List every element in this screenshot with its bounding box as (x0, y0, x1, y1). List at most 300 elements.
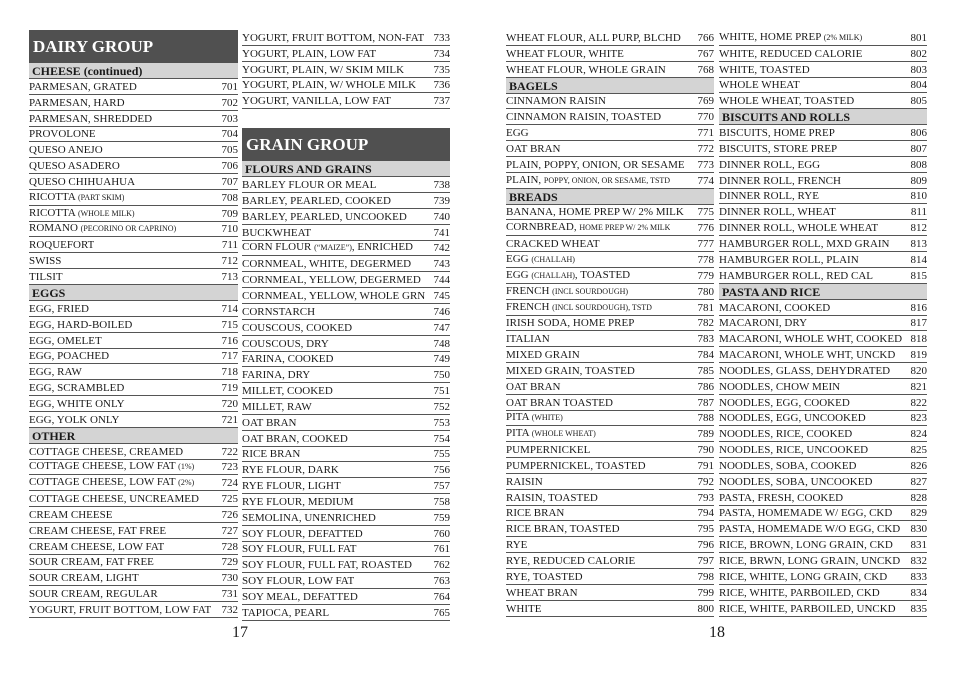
food-name (719, 507, 892, 519)
food-name (506, 143, 561, 155)
food-code: 791 (697, 459, 714, 472)
food-name-qualifier: (“MAIZE”) (314, 243, 352, 253)
food-code: 711 (221, 239, 238, 252)
food-item-row (242, 46, 450, 62)
food-name-main: SOY FLOUR, DEFATTED (242, 527, 363, 540)
food-item-row (506, 205, 714, 221)
food-name-main: RYE FLOUR, DARK (242, 464, 339, 477)
food-name-main: CREAM CHEESE (29, 508, 113, 521)
food-item-row (506, 363, 714, 379)
food-name-main: WHOLE WHEAT, TOASTED (719, 95, 855, 108)
food-code: 786 (697, 380, 714, 393)
food-name-main: SOY FLOUR, FULL FAT, ROASTED (242, 559, 412, 572)
food-name-main: YOGURT, PLAIN, W/ SKIM MILK (242, 63, 405, 76)
food-code: 751 (433, 385, 450, 398)
food-name-qualifier: (WHITE) (531, 413, 563, 423)
food-name (29, 509, 112, 521)
food-code: 761 (433, 543, 450, 556)
food-item-row (506, 506, 714, 522)
food-code: 741 (433, 226, 450, 239)
section-suffix: (continued) (80, 64, 143, 78)
food-code: 798 (697, 570, 714, 583)
food-name (506, 523, 620, 535)
food-name (506, 301, 652, 314)
food-name-main: RICE BRAN (242, 448, 301, 461)
food-code: 783 (697, 333, 714, 346)
food-name (719, 460, 857, 472)
food-item-row (506, 30, 714, 46)
food-name-main: SOY FLOUR, LOW FAT (242, 575, 355, 588)
food-name-main: ITALIAN (506, 333, 550, 346)
food-name (506, 507, 564, 519)
food-code: 824 (910, 428, 927, 441)
food-name-main: CINNAMON RAISIN, TOASTED (506, 111, 662, 124)
food-name-main: RICOTTA (29, 190, 76, 203)
food-item-row (506, 300, 714, 316)
food-item-row (506, 379, 714, 395)
food-name-main: RICE BRAN (506, 507, 565, 520)
food-item-row (719, 521, 927, 537)
food-item-row (506, 109, 714, 125)
food-name-main: RICE, WHITE, PARBOILED, UNCKD (719, 602, 896, 615)
food-code: 797 (697, 555, 714, 567)
food-item-row (242, 304, 450, 320)
food-name-main: CRACKED WHEAT (506, 238, 600, 251)
food-code: 828 (910, 491, 927, 504)
food-code: 772 (697, 142, 714, 155)
food-name (506, 555, 635, 567)
food-name (719, 571, 887, 583)
food-name-qualifier: (CHALLAH) (531, 254, 575, 264)
food-name (506, 476, 543, 488)
food-name (719, 270, 873, 282)
food-name (719, 222, 878, 234)
food-name-main: RICE, WHITE, PARBOILED, CKD (719, 586, 880, 599)
food-name-main: FRENCH (506, 300, 550, 313)
food-name-main: YOGURT, PLAIN, W/ WHOLE MILK (242, 79, 417, 92)
food-name (506, 333, 550, 345)
food-name-main: YOGURT, FRUIT BOTTOM, NON-FAT (242, 31, 425, 44)
food-name (506, 159, 685, 171)
food-name-main: RYE, TOASTED (506, 570, 583, 583)
food-code: 799 (697, 586, 714, 599)
food-name (29, 97, 125, 109)
section-heading (242, 161, 450, 177)
food-item-row (29, 475, 238, 491)
food-name-main: EGG, OMELET (29, 334, 102, 347)
food-item-row (29, 79, 238, 95)
food-code: 760 (433, 527, 450, 540)
food-code: 814 (910, 253, 927, 266)
food-item-row (506, 331, 714, 347)
food-item-row (242, 510, 450, 526)
food-name-main: WHEAT BRAN (506, 586, 578, 599)
food-item-row (719, 157, 927, 173)
food-item-row (719, 300, 927, 316)
food-name (719, 365, 890, 377)
food-item-row (506, 94, 714, 110)
food-name (719, 317, 807, 329)
food-name-main: COUSCOUS, DRY (242, 337, 329, 350)
food-name-main: WHEAT FLOUR, ALL PURP, BLCHD (506, 31, 681, 44)
food-code: 822 (910, 396, 927, 409)
food-name (242, 528, 363, 540)
food-name (29, 446, 183, 458)
food-code: 752 (433, 400, 450, 413)
food-name (719, 555, 900, 567)
food-name-main: MILLET, RAW (242, 400, 312, 413)
food-name-main: FRENCH (506, 284, 550, 297)
food-code: 730 (221, 572, 238, 585)
food-name-main: ROQUEFORT (29, 239, 95, 252)
food-code: 729 (221, 556, 238, 569)
food-item-row (719, 125, 927, 141)
food-item-row (242, 30, 450, 46)
food-name (242, 179, 376, 191)
food-item-row (506, 426, 714, 442)
food-item-row (29, 206, 238, 222)
food-name (29, 604, 211, 616)
food-name-main: EGG, POACHED (29, 350, 110, 363)
food-name (242, 575, 354, 587)
food-item-row (29, 491, 238, 507)
food-name-main: TAPIOCA, PEARL (242, 606, 330, 619)
food-item-row (29, 222, 238, 238)
food-item-row (29, 380, 238, 396)
food-item-row (506, 125, 714, 141)
section-title: EGGS (32, 285, 66, 300)
food-name (506, 32, 681, 44)
food-name-main: MACARONI, WHOLE WHT, COOKED (719, 333, 903, 346)
food-name (29, 556, 154, 568)
food-item-row (29, 333, 238, 349)
section-title: PASTA AND RICE (722, 284, 821, 299)
food-name (719, 523, 900, 535)
food-name (29, 335, 102, 347)
food-name (29, 222, 176, 235)
food-name-main: DINNER ROLL, WHOLE WHEAT (719, 222, 879, 235)
food-item-row (506, 521, 714, 537)
food-name-main: MILLET, COOKED (242, 385, 333, 398)
food-name (506, 95, 606, 107)
food-item-row (29, 269, 238, 285)
food-code: 742 (433, 242, 450, 255)
food-item-row (719, 553, 927, 569)
food-item-row (242, 320, 450, 336)
food-code: 820 (910, 364, 927, 377)
section-title: BREADS (509, 189, 558, 204)
food-item-row (29, 460, 238, 476)
food-code: 708 (221, 191, 238, 204)
page-number-left: 17 (232, 624, 248, 641)
food-item-row (719, 601, 927, 617)
food-name-main: MIXED GRAIN, TOASTED (506, 364, 635, 377)
food-name-qualifier: (2% MILK) (823, 32, 863, 42)
section-title: CHEESE (32, 64, 81, 78)
food-item-row (242, 367, 450, 383)
food-name (29, 255, 61, 267)
food-code: 710 (221, 223, 238, 236)
food-code: 835 (910, 602, 927, 615)
food-code: 811 (910, 206, 927, 219)
food-item-row (242, 462, 450, 478)
food-name-main: RYE, REDUCED CALORIE (506, 555, 636, 567)
food-name (506, 427, 596, 440)
food-name-main: NOODLES, RICE, UNCOOKED (719, 444, 869, 457)
food-item-row (29, 317, 238, 333)
food-code: 727 (221, 524, 238, 537)
food-code: 767 (697, 47, 714, 60)
food-name (242, 512, 376, 524)
food-item-row (719, 62, 927, 78)
food-name-main: CREAM CHEESE, FAT FREE (29, 524, 167, 537)
food-name-main: FARINA, COOKED (242, 353, 334, 366)
food-name (719, 31, 862, 44)
food-item-row (719, 379, 927, 395)
food-name (242, 480, 341, 492)
food-item-row (242, 526, 450, 542)
food-name-main: QUESO ANEJO (29, 144, 103, 157)
food-code: 738 (433, 179, 450, 192)
food-name (242, 274, 421, 286)
food-item-row (506, 173, 714, 189)
food-name (506, 285, 628, 298)
food-item-row (29, 539, 238, 555)
food-item-row (29, 396, 238, 412)
food-name (29, 414, 119, 426)
food-name (719, 159, 820, 171)
food-code: 794 (697, 507, 714, 520)
food-name (29, 398, 125, 410)
food-name-main: RICE, WHITE, LONG GRAIN, CKD (719, 570, 888, 583)
food-name (719, 476, 872, 488)
food-name (242, 48, 376, 60)
food-code: 725 (221, 493, 238, 506)
food-item-row (242, 605, 450, 621)
food-name-main: BUCKWHEAT (242, 226, 312, 239)
food-code: 787 (697, 396, 714, 409)
food-code: 779 (697, 269, 714, 282)
food-name-main: BISCUITS, HOME PREP (719, 127, 835, 140)
food-name (506, 64, 666, 76)
food-item-row (506, 157, 714, 173)
food-name-main: EGG, RAW (29, 366, 82, 379)
food-name-main: CORNMEAL, WHITE, DEGERMED (242, 258, 412, 271)
food-name (242, 385, 333, 397)
section-heading (29, 63, 238, 79)
food-name (506, 317, 634, 329)
food-name (719, 190, 819, 202)
food-name-main: CORNSTARCH (242, 305, 316, 318)
food-name (719, 381, 840, 393)
food-name (719, 127, 835, 139)
food-name (242, 306, 315, 318)
page-number-right: 18 (709, 624, 725, 641)
food-item-row (506, 458, 714, 474)
food-name-main: COTTAGE CHEESE, CREAMED (29, 445, 184, 458)
food-name-main: CINNAMON RAISIN (506, 95, 606, 108)
food-item-row (29, 602, 238, 618)
section-heading (29, 285, 238, 301)
food-item-row (719, 78, 927, 94)
food-name-main: PLAIN, POPPY, ONION, OR SESAME (506, 158, 685, 171)
food-name-main: QUESO ASADERO (29, 160, 120, 173)
food-item-row (29, 444, 238, 460)
food-name (242, 591, 358, 603)
food-item-row (719, 220, 927, 236)
food-code: 771 (697, 127, 714, 140)
food-code: 789 (697, 428, 714, 441)
food-item-row (242, 478, 450, 494)
food-item-row (506, 585, 714, 601)
food-name (506, 539, 527, 551)
food-name-main: NOODLES, RICE, COOKED (719, 428, 853, 441)
food-item-row (506, 490, 714, 506)
food-name (506, 269, 630, 282)
food-name (242, 448, 300, 460)
food-code: 807 (910, 142, 927, 155)
food-item-row (719, 458, 927, 474)
food-code: 825 (910, 444, 927, 457)
food-item-row (506, 236, 714, 252)
food-item-row (242, 573, 450, 589)
section-heading (719, 284, 927, 300)
food-code: 747 (433, 321, 450, 334)
food-name-main: WHOLE WHEAT (719, 79, 800, 92)
food-item-row (242, 177, 450, 193)
food-name (506, 492, 598, 504)
food-code: 812 (910, 222, 927, 235)
food-name-qualifier: (INCL SOURDOUGH), TSTD (552, 302, 652, 312)
food-name (242, 607, 329, 619)
food-name (506, 587, 578, 599)
section-heading (719, 109, 927, 125)
food-code: 732 (221, 604, 238, 616)
food-item-row (719, 46, 927, 62)
food-name-qualifier: (1%) (178, 462, 195, 472)
food-name (719, 254, 859, 266)
food-name-main: PASTA, HOMEMADE W/ EGG, CKD (719, 507, 893, 520)
food-code: 792 (697, 475, 714, 488)
food-name (242, 464, 339, 476)
food-name-qualifier: (CHALLAH) (531, 270, 575, 280)
food-code: 759 (433, 511, 450, 524)
food-name (719, 492, 843, 504)
food-name (242, 543, 357, 555)
food-code: 831 (910, 539, 927, 552)
section-title: BISCUITS AND ROLLS (722, 110, 851, 125)
food-code: 718 (221, 366, 238, 379)
food-code: 737 (433, 95, 450, 108)
food-item-row (29, 555, 238, 571)
food-code: 816 (910, 301, 927, 314)
food-name-qualifier: (PECORINO OR CAPRINO) (80, 224, 177, 234)
food-name (29, 81, 137, 93)
food-name (242, 353, 333, 365)
food-name-main: BANANA, HOME PREP W/ 2% MILK (506, 206, 684, 219)
food-name-main: QUESO CHIHUAHUA (29, 175, 136, 188)
food-item-row (719, 585, 927, 601)
food-code: 736 (433, 79, 450, 92)
food-name-main: OAT BRAN TOASTED (506, 396, 613, 409)
food-name (242, 95, 391, 107)
food-name (29, 541, 164, 553)
food-name-main: EGG, FRIED (29, 302, 89, 315)
food-code: 744 (433, 274, 450, 287)
section-heading (506, 189, 714, 205)
food-code: 719 (221, 382, 238, 395)
food-item-row (719, 442, 927, 458)
food-code: 818 (910, 333, 927, 346)
food-name (242, 227, 311, 239)
food-code: 716 (221, 334, 238, 347)
food-name (506, 397, 613, 409)
food-name-main: OAT BRAN (242, 416, 297, 429)
food-name-qualifier: (2%) (178, 478, 195, 488)
food-name-main: RYE (506, 539, 528, 552)
food-name (242, 195, 391, 207)
food-name (506, 111, 661, 123)
food-code: 774 (697, 174, 714, 187)
food-item-row (29, 190, 238, 206)
food-name (29, 460, 194, 473)
column-4 (719, 30, 927, 617)
food-item-row (719, 236, 927, 252)
food-name-main: SWISS (29, 255, 62, 268)
food-code: 788 (697, 412, 714, 425)
food-name (242, 211, 407, 223)
food-name (719, 175, 841, 187)
food-code: 706 (221, 160, 238, 173)
food-name-main: EGG (506, 252, 529, 265)
food-name-main: BISCUITS, STORE PREP (719, 142, 838, 155)
food-name (29, 350, 109, 362)
food-item-row (506, 62, 714, 78)
food-name (719, 206, 836, 218)
food-item-row (29, 507, 238, 523)
food-item-row (242, 225, 450, 241)
food-code: 832 (910, 555, 927, 567)
food-code: 756 (433, 464, 450, 477)
food-code: 743 (433, 258, 450, 271)
food-name (29, 271, 63, 283)
column-2 (242, 30, 450, 621)
food-name-main: CORN FLOUR (242, 241, 312, 254)
food-code: 833 (910, 570, 927, 583)
food-item-row (719, 141, 927, 157)
food-code: 776 (697, 222, 714, 235)
food-name (719, 48, 862, 60)
food-item-row (29, 301, 238, 317)
food-name (719, 603, 896, 615)
food-name (29, 160, 120, 172)
food-name (506, 206, 684, 218)
food-item-row (506, 411, 714, 427)
food-code: 709 (221, 207, 238, 220)
food-item-row (242, 431, 450, 447)
food-code: 802 (910, 47, 927, 60)
food-code: 765 (433, 606, 450, 619)
food-name-main: WHITE, HOME PREP (719, 30, 821, 43)
food-code: 705 (221, 144, 238, 157)
food-name-main: NOODLES, EGG, UNCOOKED (719, 412, 866, 425)
food-code: 740 (433, 210, 450, 223)
group-heading: DAIRY GROUP (29, 30, 238, 63)
food-name (719, 95, 854, 107)
food-item-row (29, 237, 238, 253)
food-item-row (719, 347, 927, 363)
food-code: 805 (910, 95, 927, 108)
